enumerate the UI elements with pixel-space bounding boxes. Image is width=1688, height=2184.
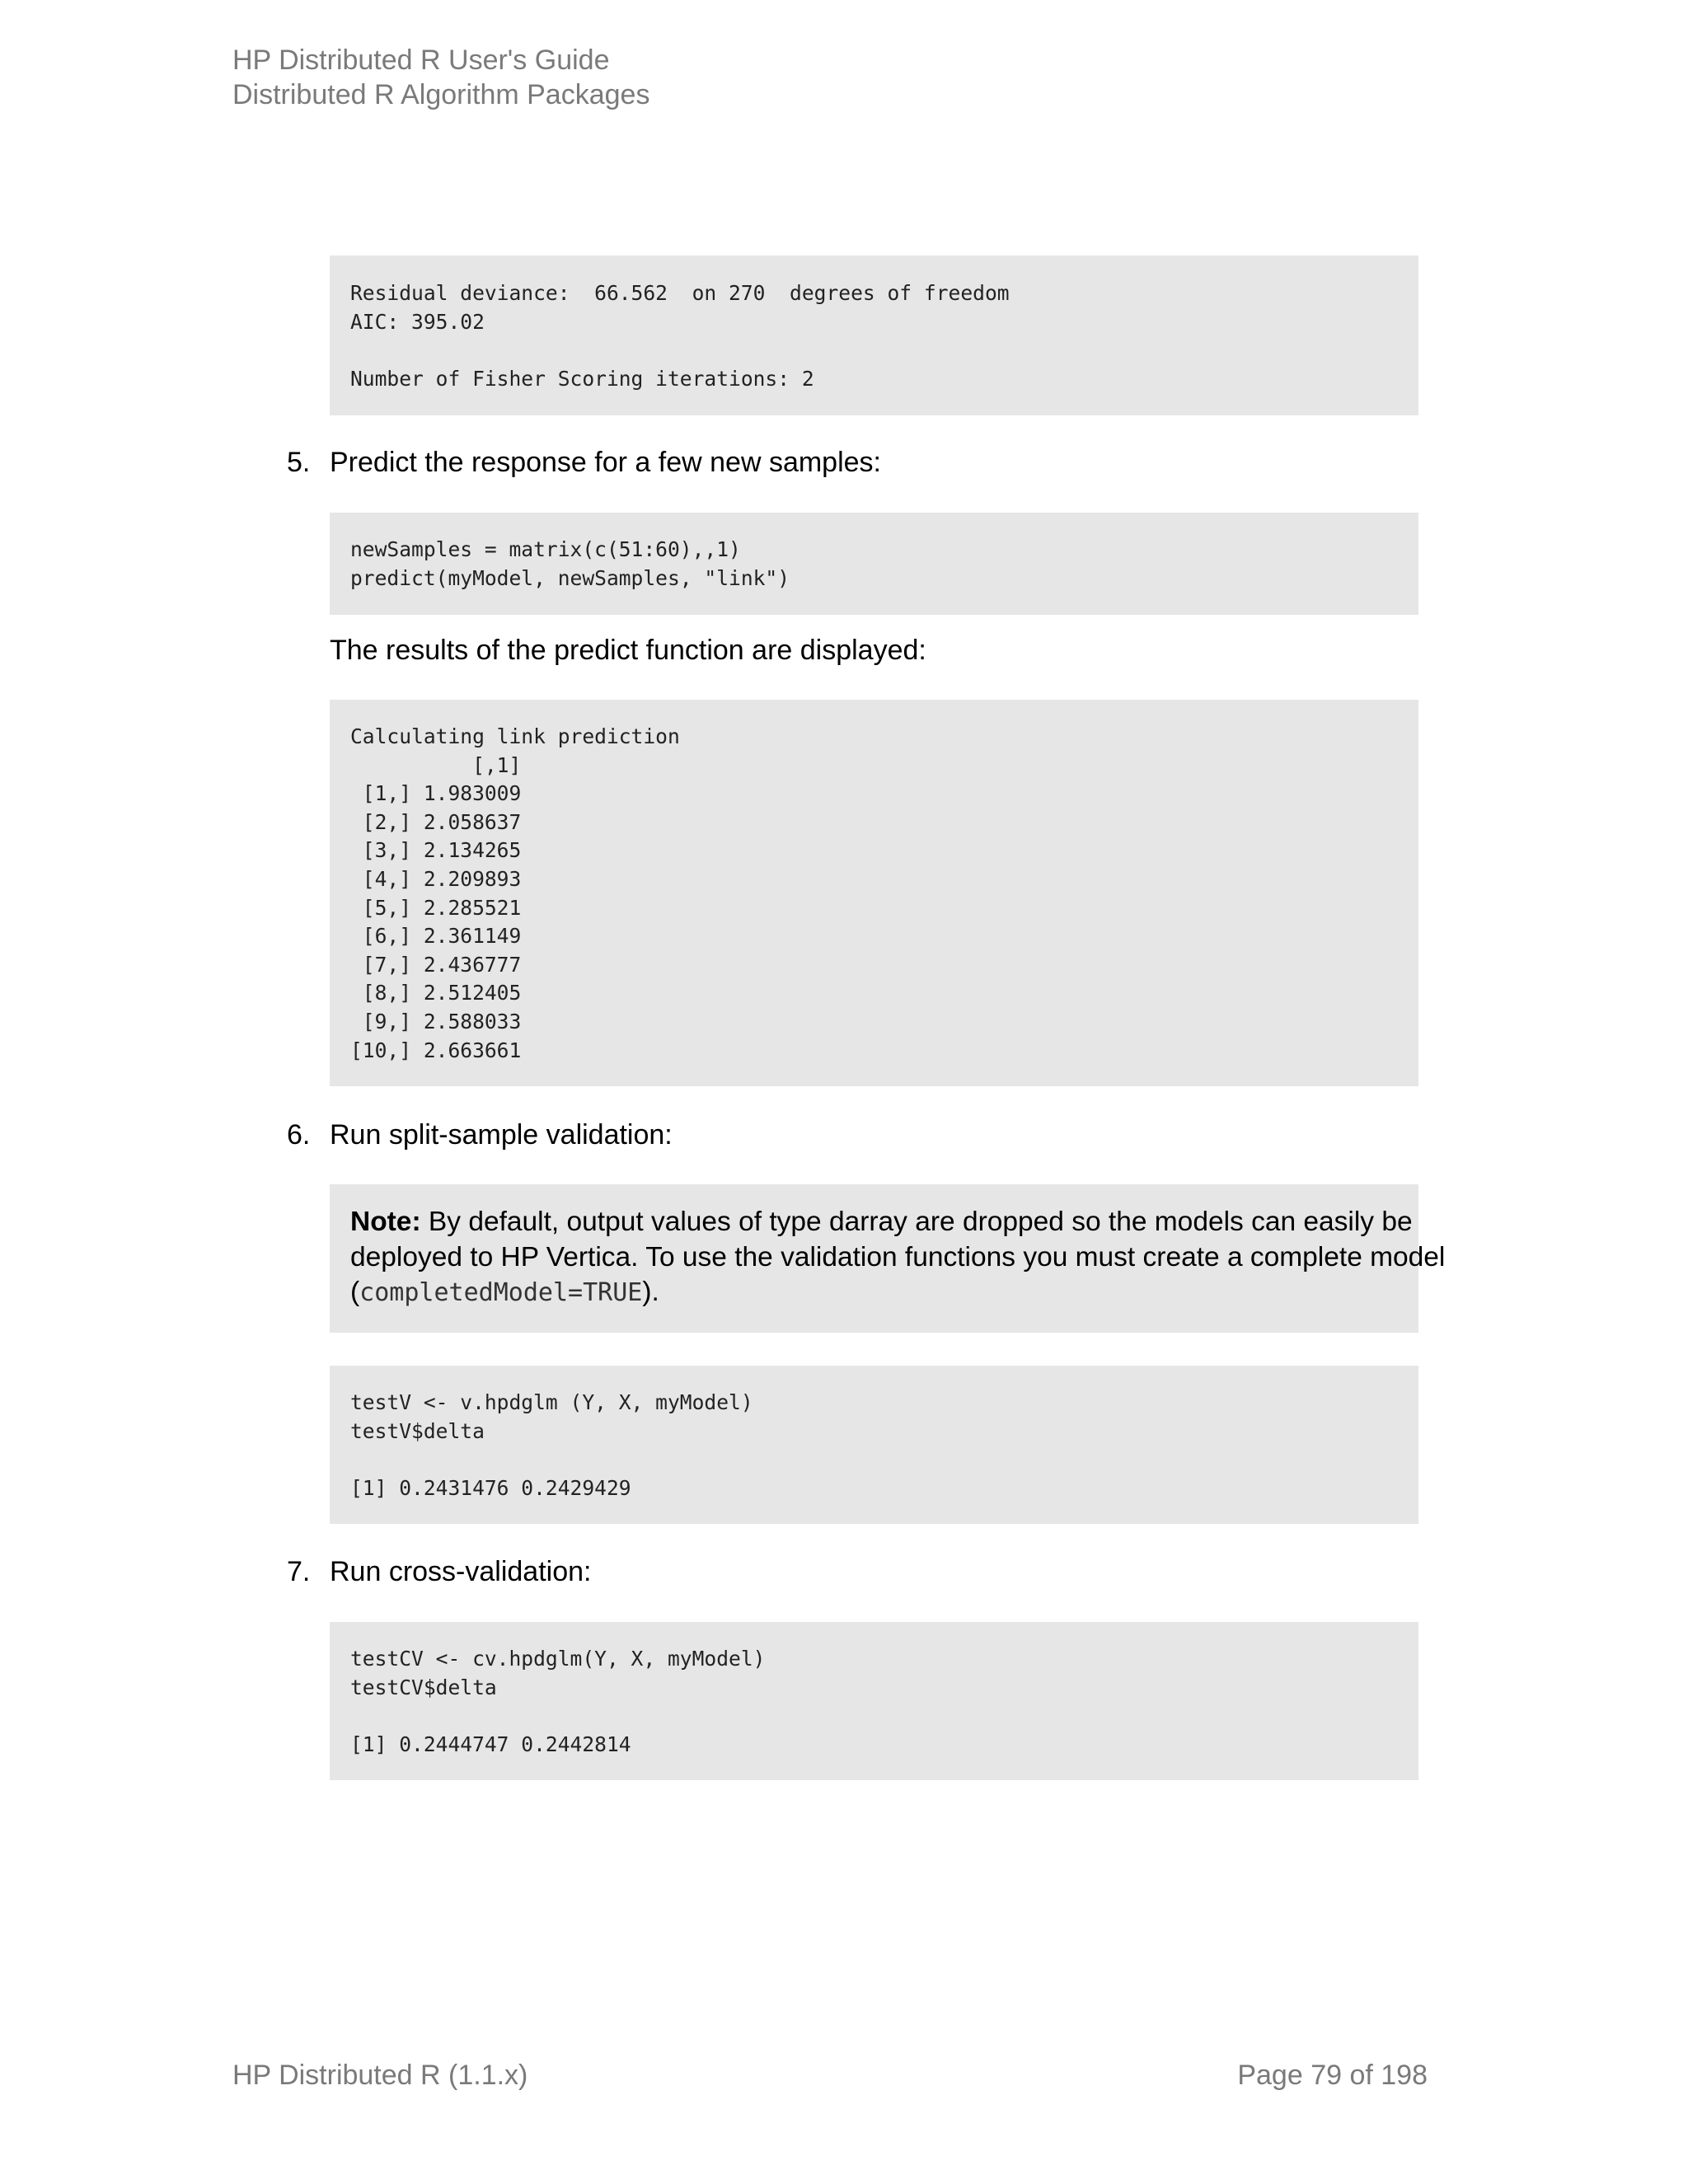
note-box (330, 1184, 1446, 1333)
note-line-1 (350, 1205, 1413, 1240)
cross-validation-code-block: testCV <- cv.hpdglm(Y, X, myModel) testCV$delta [1] 0.2444747 0.2442814 (330, 1622, 1418, 1780)
step-6-text: Run split-sample validation: (330, 1119, 673, 1151)
note-open-paren: ( (350, 1277, 360, 1307)
step-7-text: Run cross-validation: (330, 1556, 592, 1587)
step-6-number: 6. (287, 1119, 311, 1151)
step-7 (287, 1554, 591, 1589)
note-text-2: deployed to HP Vertica. To use the validation functions you must create a complete model (350, 1241, 1446, 1272)
validation-code-block: testV <- v.hpdglm (Y, X, myModel) testV$delta [1] 0.2431476 0.2429429 (330, 1366, 1418, 1524)
results-description: The results of the predict function are displayed: (330, 635, 926, 666)
step-5 (287, 445, 881, 480)
note-text-1: By default, output values of type darray are dropped so the models can easily be (420, 1207, 1413, 1237)
predict-code-block: newSamples = matrix(c(51:60),,1) predict(myModel, newSamples, "link") (330, 513, 1418, 615)
footer-page-number: Page 79 of 198 (1237, 2060, 1428, 2091)
prediction-results-output: Calculating link prediction [,1] [1,] 1.983009 [2,] 2.058637 [3,] 2.134265 [4,] 2.209893 [5,] 2.285521 [6,] 2.361149 [7,] 2.436777 [8,] 2.512405 [9,] 2.588033 [10,] 2.663661 (330, 700, 1418, 1086)
page-header (232, 43, 649, 112)
step-5-text: Predict the response for a few new samples: (330, 447, 881, 478)
footer-product: HP Distributed R (1.1.x) (232, 2060, 528, 2091)
note-line-3 (350, 1275, 1398, 1311)
note-label: Note: (350, 1207, 421, 1237)
step-7-number: 7. (287, 1556, 311, 1587)
section-title: Distributed R Algorithm Packages (232, 79, 650, 110)
residual-deviance-output: Residual deviance: 66.562 on 270 degrees of freedom AIC: 395.02 Number of Fisher Scoring iterations: 2 (330, 255, 1418, 415)
step-5-number: 5. (287, 447, 311, 478)
step-6 (287, 1118, 673, 1152)
guide-title: HP Distributed R User's Guide (232, 45, 610, 76)
note-code: completedModel=TRUE (359, 1278, 643, 1307)
note-close-paren: ). (642, 1277, 659, 1307)
